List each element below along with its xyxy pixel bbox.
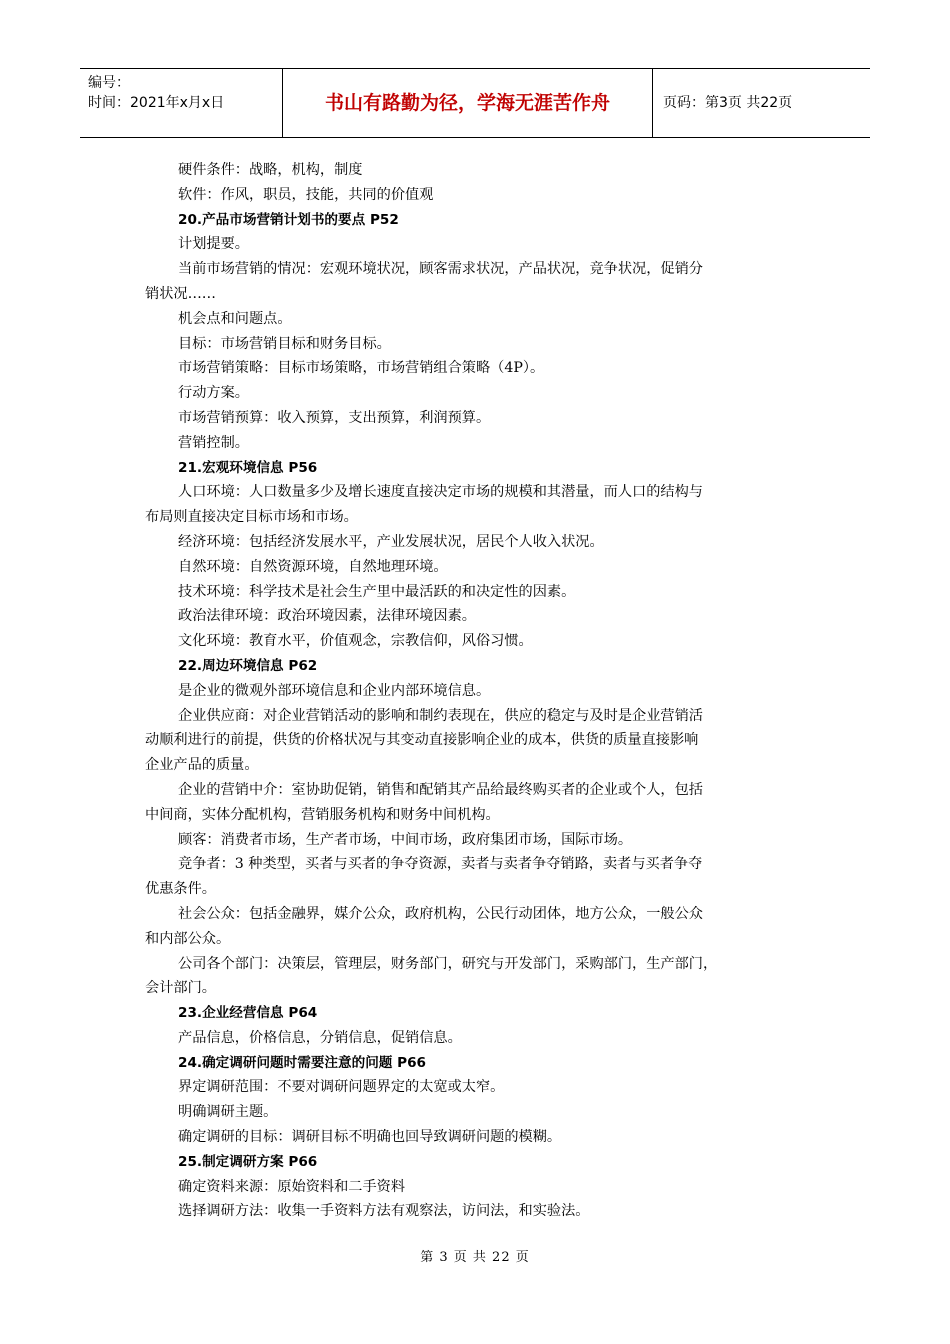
body-line: 企业产品的质量。 bbox=[145, 757, 259, 774]
header-page-number: 页码：第3页 共22页 bbox=[663, 95, 793, 111]
body-line: 产品信息，价格信息，分销信息，促销信息。 bbox=[178, 1029, 462, 1046]
body-line: 经济环境：包括经济发展水平，产业发展状况，居民个人收入状况。 bbox=[178, 533, 604, 550]
body-line: 是企业的微观外部环境信息和企业内部环境信息。 bbox=[178, 682, 491, 699]
body-line: 机会点和问题点。 bbox=[178, 310, 292, 327]
body-line: 文化环境：教育水平，价值观念，宗教信仰，风俗习惯。 bbox=[178, 633, 533, 650]
section-heading: 21.宏观环境信息 P56 bbox=[178, 459, 318, 476]
document-time-label: 时间：2021年x月x日 bbox=[88, 95, 225, 111]
body-line: 明确调研主题。 bbox=[178, 1104, 278, 1121]
body-line: 社会公众：包括金融界，媒介公众，政府机构，公民行动团体，地方公众，一般公众 bbox=[178, 905, 703, 922]
body-line: 优惠条件。 bbox=[145, 881, 216, 898]
header-motto: 书山有路勤为径，学海无涯苦作舟 bbox=[324, 92, 610, 114]
body-line: 公司各个部门：决策层，管理层，财务部门，研究与开发部门，采购部门，生产部门， bbox=[178, 955, 718, 972]
body-line: 和内部公众。 bbox=[145, 930, 231, 947]
body-line: 行动方案。 bbox=[178, 385, 249, 402]
body-line: 市场营销策略：目标市场策略，市场营销组合策略（4P）。 bbox=[178, 360, 545, 377]
header-page-cell bbox=[653, 69, 870, 137]
body-line: 选择调研方法：收集一手资料方法有观察法，访问法，和实验法。 bbox=[178, 1203, 590, 1220]
body-line: 企业的营销中介：室协助促销，销售和配销其产品给最终购买者的企业或个人，包括 bbox=[178, 781, 703, 798]
document-number-label: 编号： bbox=[88, 75, 130, 91]
body-line: 确定调研的目标：调研目标不明确也回导致调研问题的模糊。 bbox=[178, 1129, 562, 1146]
body-line: 硬件条件：战略，机构，制度 bbox=[178, 162, 363, 178]
body-line: 布局则直接决定目标市场和市场。 bbox=[145, 509, 358, 526]
page-footer: 第 3 页 共 22 页 bbox=[420, 1250, 530, 1265]
body-line: 当前市场营销的情况：宏观环境状况，顾客需求状况，产品状况，竞争状况，促销分 bbox=[178, 261, 703, 278]
section-heading: 22.周边环境信息 P62 bbox=[178, 657, 318, 674]
document-body bbox=[145, 158, 805, 1224]
body-line: 计划提要。 bbox=[178, 236, 249, 253]
section-heading: 25.制定调研方案 P66 bbox=[178, 1153, 318, 1170]
body-line: 竞争者：3 种类型，买者与买者的争夺资源，卖者与卖者争夺销路，卖者与买者争夺 bbox=[178, 856, 703, 873]
body-line: 动顺利进行的前提，供货的价格状况与其变动直接影响企业的成本，供货的质量直接影响 bbox=[145, 732, 699, 749]
section-heading: 20.产品市场营销计划书的要点 P52 bbox=[178, 211, 399, 228]
section-heading: 24.确定调研问题时需要注意的问题 P66 bbox=[178, 1054, 427, 1071]
section-heading: 23.企业经营信息 P64 bbox=[178, 1005, 318, 1022]
body-line: 技术环境：科学技术是社会生产里中最活跃的和决定性的因素。 bbox=[178, 583, 576, 600]
body-line: 中间商，实体分配机构，营销服务机构和财务中间机构。 bbox=[145, 806, 500, 823]
header-info-cell bbox=[80, 69, 283, 137]
body-line: 自然环境：自然资源环境，自然地理环境。 bbox=[178, 558, 448, 575]
header-motto-cell bbox=[283, 69, 653, 137]
body-line: 市场营销预算：收入预算，支出预算，利润预算。 bbox=[178, 409, 491, 426]
body-line: 政治法律环境：政治环境因素，法律环境因素。 bbox=[178, 608, 476, 625]
body-line: 软件：作风，职员，技能，共同的价值观 bbox=[178, 186, 434, 203]
body-line: 销状况…… bbox=[145, 285, 216, 302]
body-line: 界定调研范围：不要对调研问题界定的太宽或太窄。 bbox=[178, 1079, 505, 1096]
body-line: 确定资料来源：原始资料和二手资料 bbox=[178, 1178, 406, 1195]
body-line: 顾客：消费者市场，生产者市场，中间市场，政府集团市场，国际市场。 bbox=[178, 831, 633, 848]
page-header bbox=[80, 68, 870, 138]
body-line: 人口环境：人口数量多少及增长速度直接决定市场的规模和其潜量，而人口的结构与 bbox=[178, 484, 703, 501]
body-line: 目标：市场营销目标和财务目标。 bbox=[178, 335, 391, 352]
body-line: 营销控制。 bbox=[178, 434, 249, 451]
body-line: 企业供应商：对企业营销活动的影响和制约表现在，供应的稳定与及时是企业营销活 bbox=[178, 707, 703, 724]
body-line: 会计部门。 bbox=[145, 980, 216, 997]
